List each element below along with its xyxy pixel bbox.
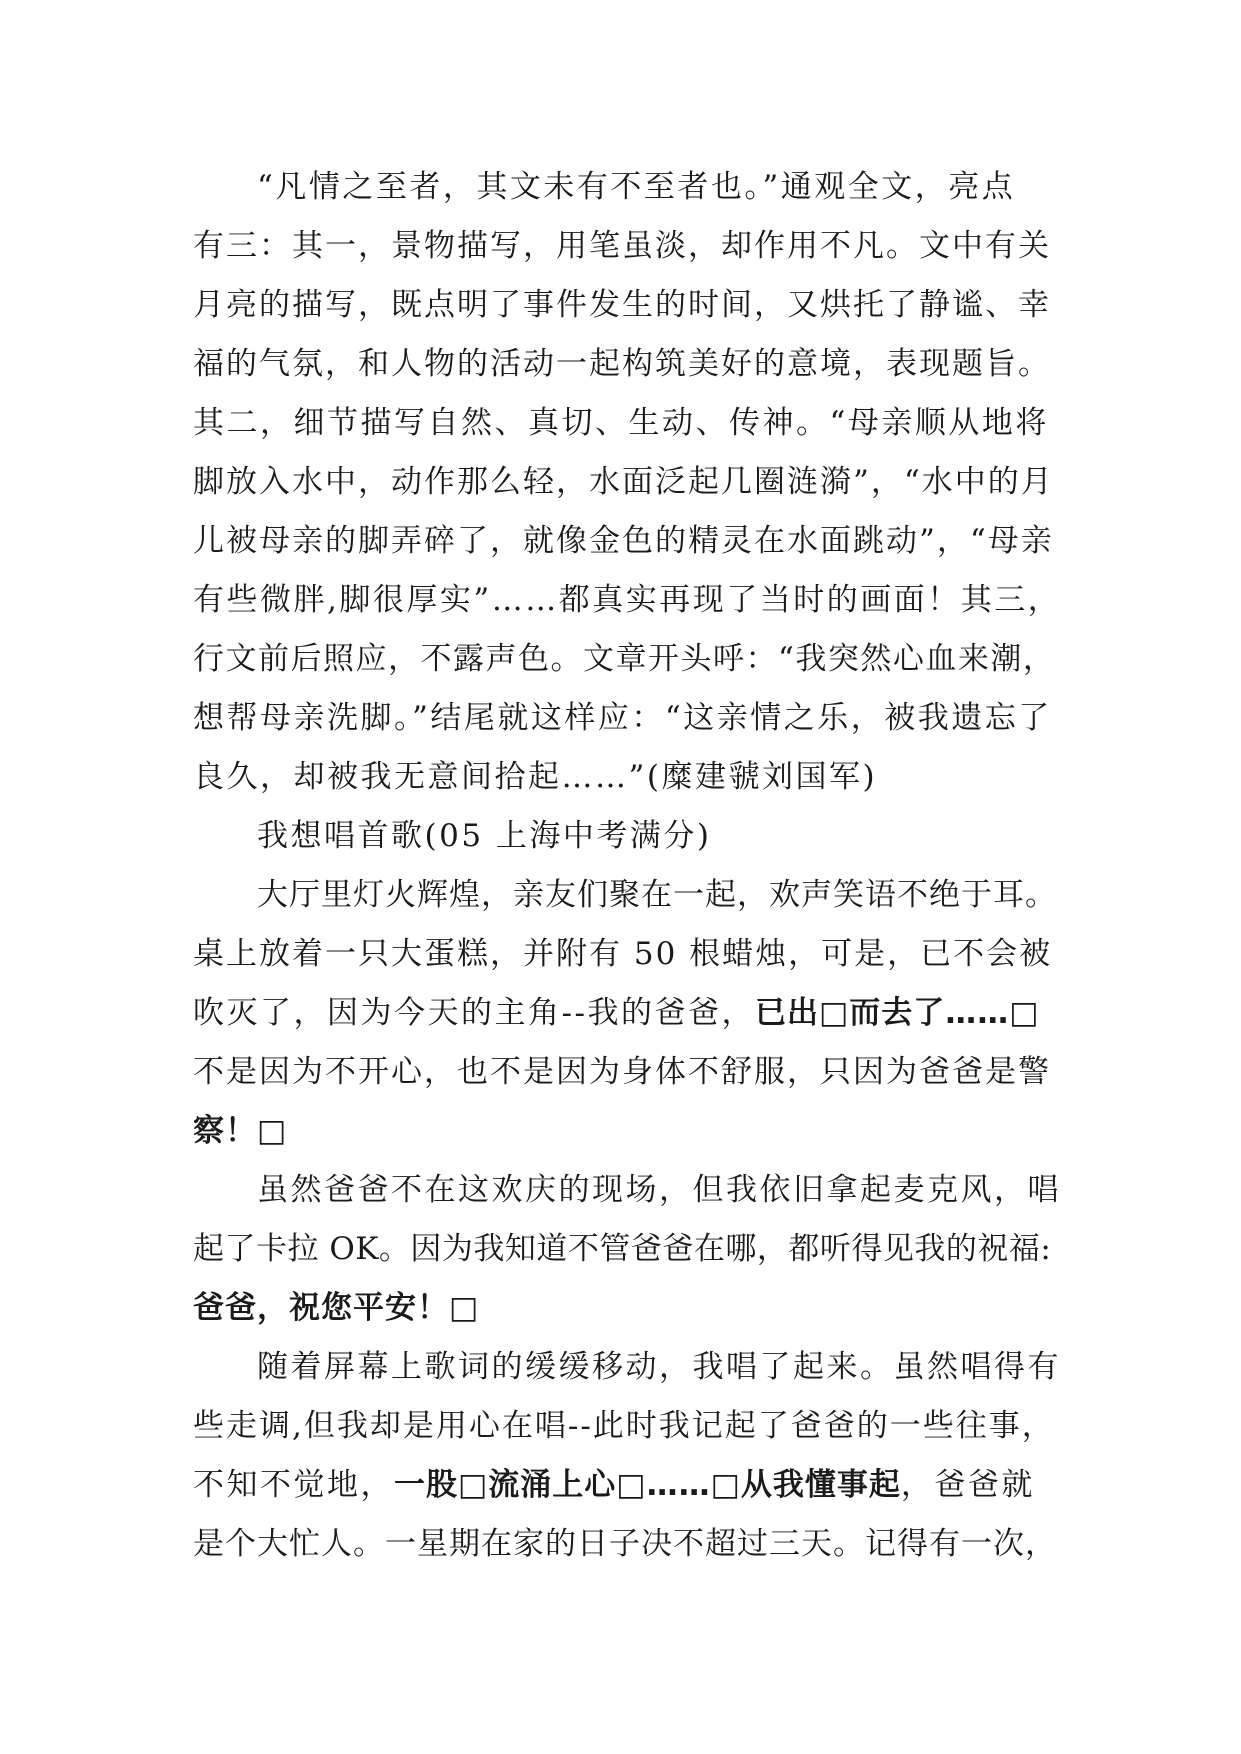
- text-segment: 起了卡拉 OK。因为我知道不管爸爸在哪，都听得见我的祝福:: [193, 1231, 1052, 1267]
- text-segment: 是个大忙人。一星期在家的日子决不超过三天。记得有一次，: [193, 1526, 1057, 1562]
- text-line: [193, 335, 1063, 394]
- text-segment: 脚放入水中，动作那么轻，水面泛起几圈涟漪”，“水中的月: [193, 464, 1054, 500]
- text-segment: 大厅里灯火辉煌，亲友们聚在一起，欢声笑语不绝于耳。: [257, 877, 1057, 913]
- text-line: [193, 158, 1063, 217]
- text-segment: 月亮的描写，既点明了事件发生的时间，又烘托了静谧、幸: [193, 287, 1051, 323]
- text-segment: 桌上放着一只大蛋糕，并附有 50 根蜡烛，可是，已不会被: [193, 936, 1053, 972]
- text-line: [193, 571, 1063, 630]
- bold-text-segment: 爸爸，祝您平安！□: [193, 1290, 480, 1326]
- text-segment: ，爸爸就: [900, 1467, 1035, 1503]
- text-segment: 随着屏幕上歌词的缓缓移动，我唱了起来。虽然唱得有: [257, 1349, 1061, 1385]
- text-segment: 良久，却被我无意间拾起……”(糜建虢刘国军): [193, 759, 878, 795]
- text-line: [193, 1220, 1063, 1279]
- text-line: [193, 512, 1063, 571]
- text-line: [193, 1043, 1063, 1102]
- text-line: [193, 984, 1063, 1043]
- text-segment: “凡情之至者，其文未有不至者也。”通观全文，亮点: [257, 169, 1016, 205]
- text-line: [193, 276, 1063, 335]
- text-line: [193, 1456, 1063, 1515]
- bold-text-segment: 已出□而去了……□: [754, 995, 1040, 1031]
- text-line: [193, 1102, 1063, 1161]
- text-segment: 不知不觉地，: [193, 1467, 394, 1503]
- text-line: [193, 748, 1063, 807]
- text-segment: 有些微胖,脚很厚实”……都真实再现了当时的画面！其三，: [193, 582, 1062, 618]
- text-line: [193, 866, 1063, 925]
- text-line: [193, 689, 1063, 748]
- text-line: [193, 807, 1063, 866]
- text-line: [193, 1338, 1063, 1397]
- text-segment: 我想唱首歌(05 上海中考满分): [257, 818, 712, 854]
- text-segment: 不是因为不开心，也不是因为身体不舒服，只因为爸爸是警: [193, 1054, 1051, 1090]
- bold-text-segment: 一股□流涌上心□……□从我懂事起: [394, 1467, 901, 1503]
- text-segment: 有三：其一，景物描写，用笔虽淡，却作用不凡。文中有关: [193, 228, 1051, 264]
- text-line: [193, 1515, 1063, 1574]
- text-segment: 儿被母亲的脚弄碎了，就像金色的精灵在水面跳动”，“母亲: [193, 523, 1054, 559]
- text-line: [193, 925, 1063, 984]
- text-segment: 些走调,但我却是用心在唱--此时我记起了爸爸的一些往事，: [193, 1408, 1055, 1444]
- bold-text-segment: 察！□: [193, 1113, 288, 1149]
- text-segment: 行文前后照应，不露声色。文章开头呼：“我突然心血来潮，: [193, 641, 1056, 677]
- text-segment: 虽然爸爸不在这欢庆的现场，但我依旧拿起麦克风，唱: [257, 1172, 1061, 1208]
- document-page: [193, 158, 1063, 1574]
- text-segment: 其二，细节描写自然、真切、生动、传神。“母亲顺从地将: [193, 405, 1049, 441]
- text-segment: 想帮母亲洗脚。”结尾就这样应：“这亲情之乐，被我遗忘了: [193, 700, 1052, 736]
- text-line: [193, 453, 1063, 512]
- text-line: [193, 217, 1063, 276]
- text-line: [193, 394, 1063, 453]
- text-segment: 福的气氛，和人物的活动一起构筑美好的意境，表现题旨。: [193, 346, 1051, 382]
- text-line: [193, 1161, 1063, 1220]
- text-line: [193, 1279, 1063, 1338]
- text-line: [193, 630, 1063, 689]
- text-segment: 吹灭了，因为今天的主角--我的爸爸，: [193, 995, 755, 1031]
- text-line: [193, 1397, 1063, 1456]
